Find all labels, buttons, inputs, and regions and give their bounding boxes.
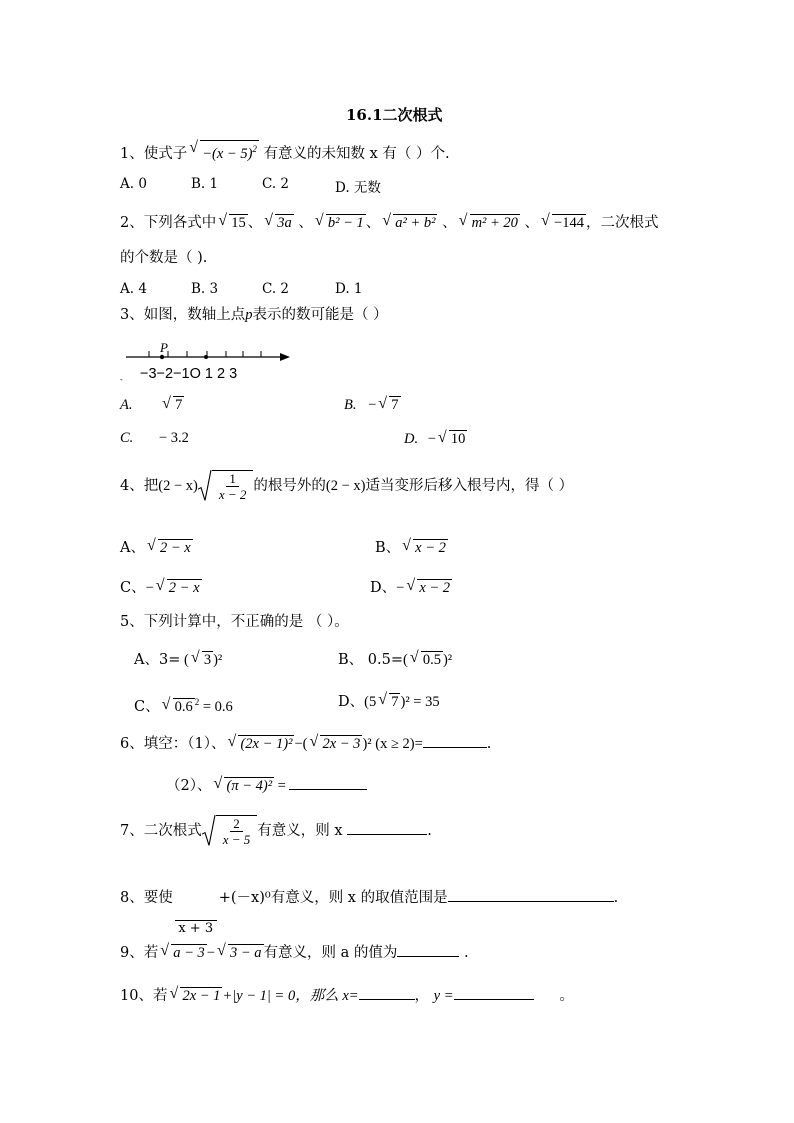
q1-radicand: −(x − 5) — [202, 145, 253, 162]
q4-b-letter: B、 — [375, 540, 401, 556]
q4-d-letter: D、 — [370, 580, 397, 596]
q2-option-a: A. 4 — [120, 281, 147, 297]
q2-text-pre: 2、下列各式中 — [120, 215, 217, 231]
q10-answer-blank-x[interactable] — [359, 985, 415, 1000]
q9-text-post: 有意义，则 a 的值为 — [263, 945, 398, 961]
q3-c-value: − 3.2 — [158, 430, 189, 446]
q6-condition: )² (x ≥ 2)= — [362, 736, 423, 752]
q5-option-d — [338, 692, 440, 712]
q5-a-label: A、3= — [134, 652, 181, 668]
q3-b-rad: 7 — [391, 397, 399, 413]
question-8 — [120, 887, 618, 936]
q5-b-label: B、 0.5= — [338, 652, 403, 668]
page-title: 16.1二次根式 — [346, 106, 443, 124]
q1-option-a: A. 0 — [120, 176, 147, 192]
q1-text-post: 有意义的未知数 x 有（ ）个. — [263, 145, 450, 162]
q10-answer-blank-y[interactable] — [454, 985, 534, 1000]
q4-factor: (2 − x) — [158, 478, 198, 494]
q10-text-mid: +|y − 1| = 0，那么 x= — [222, 988, 359, 1004]
q2-option-b: B. 3 — [191, 281, 219, 297]
q9-rad-1: a − 3 — [173, 945, 205, 961]
q5-c-rhs: = 0.6 — [202, 698, 233, 715]
q2-rad-5: √ m² + 20 — [459, 213, 520, 233]
q4-c-rad: 2 − x — [168, 580, 200, 596]
q2-rad-6: √ −144 — [541, 213, 586, 233]
q4-d-rad: x − 2 — [419, 580, 451, 596]
q10-end: 。 — [559, 988, 575, 1004]
q4-text-mid: 的根号外的 — [253, 478, 326, 494]
q6-eq: = — [274, 778, 290, 794]
q1-text-pre: 1、使式子 — [120, 145, 188, 162]
q6-end: . — [486, 736, 492, 752]
q6-rad-1: (2x − 1)² — [240, 736, 293, 752]
q5-d-rad: 7 — [391, 694, 399, 710]
q7-answer-blank[interactable] — [347, 820, 427, 835]
question-5: 5、下列计算中，不正确的是 （ ）。 — [120, 614, 349, 630]
q10-rad-1: 2x − 1 — [182, 988, 221, 1004]
q5-d-label: D、 — [338, 694, 365, 710]
q3-d-rad: 10 — [450, 431, 466, 447]
q10-y-label: y = — [433, 988, 454, 1004]
q3-text: 3、如图，数轴上点 — [120, 307, 246, 323]
q4-numerator: 1 — [226, 471, 239, 487]
q6-part-2-label: （2）、 — [166, 778, 212, 794]
q9-answer-blank[interactable] — [397, 942, 459, 957]
q7-denominator: x − 5 — [222, 832, 251, 847]
q5-b-rad: 0.5 — [422, 652, 441, 668]
q3-point-p: p — [245, 307, 253, 323]
question-3 — [120, 305, 388, 325]
q4-a-letter: A、 — [120, 540, 145, 556]
q5-c-rad: 0.6 — [174, 698, 193, 715]
q6-text: 6、填空：（1）、 — [120, 736, 226, 752]
q7-numerator: 2 — [230, 816, 243, 832]
q3-option-a — [120, 396, 184, 414]
question-6 — [120, 733, 491, 754]
question-2: 2、下列各式中√ 15 、√ 3a 、√ b² − 1 、√ a² + b² 、√ m² + 20 、√ −144 ，二次根式 — [120, 213, 658, 233]
q5-d-prefix: (5 — [364, 694, 377, 710]
q4-option-b — [375, 538, 448, 558]
q2-rad-1: √ 15 — [218, 213, 248, 233]
q8-text-mid: +(－x)⁰有意义，则 x 的取值范围是 — [218, 890, 448, 906]
q9-rad-2: 3 − a — [229, 945, 262, 961]
q8-denominator: x + 3 — [178, 921, 214, 936]
q6-part-2 — [166, 775, 367, 796]
q6-rad-3: (π − 4)² — [226, 778, 273, 794]
q9-text-pre: 9、若 — [120, 945, 159, 961]
question-1 — [120, 140, 450, 164]
q10-text-pre: 10、若 — [120, 988, 168, 1004]
q7-big-radical — [202, 815, 258, 847]
q10-comma: ， — [414, 988, 430, 1004]
q4-option-d: D、−√ x − 2 — [370, 578, 452, 598]
q1-option-b: B. 1 — [191, 176, 219, 192]
q3-d-letter: D. — [404, 431, 419, 447]
origin-dot — [204, 355, 208, 359]
q2-option-d: D. 1 — [335, 281, 363, 297]
q6-answer-blank-1[interactable] — [423, 733, 487, 748]
q3-option-b: B. −√ 7 — [344, 396, 401, 414]
point-p-label: P — [160, 340, 168, 355]
number-line-figure — [120, 338, 295, 388]
q2-rad-2: √ 3a — [264, 213, 294, 233]
q4-option-a — [120, 538, 193, 558]
q6-mid: −( — [294, 736, 308, 752]
q7-end: . — [427, 823, 432, 839]
q3-option-d: D. −√ 10 — [404, 430, 467, 448]
q8-end: . — [613, 890, 619, 906]
q1-option-c: C. 2 — [262, 176, 290, 192]
arrow-icon — [280, 353, 290, 361]
q5-option-a: A、3= (√ 3 )² — [134, 650, 222, 670]
q1-radical: √ $-(x - 5)^2$ — [189, 140, 259, 164]
q2-rad-4: √ a² + b² — [382, 213, 437, 233]
q4-denominator: x − 2 — [218, 487, 247, 502]
q2-text-mid: ，二次根式 — [585, 215, 659, 231]
q9-minus: − — [206, 945, 215, 961]
question-9 — [120, 942, 469, 963]
q3-option-c — [120, 430, 189, 447]
q9-end: . — [459, 945, 469, 961]
q1-option-d: D. 无数 — [335, 180, 381, 196]
q7-text-pre: 7、二次根式 — [120, 823, 202, 839]
q5-c-label: C、 — [134, 698, 160, 715]
question-4 — [120, 470, 573, 502]
q5-d-rhs: )² = 35 — [400, 694, 440, 710]
figure-mark: - — [120, 375, 123, 384]
q8-text-pre: 8、要使 — [120, 890, 173, 906]
q3-a-rad: 7 — [175, 397, 183, 413]
q5-option-c: C、√ 0.6 $^2$ = 0.6 — [134, 692, 233, 717]
number-line-labels: −3−2−1O 1 2 3 — [140, 366, 238, 382]
q3-text-post: 表示的数可能是（ ） — [252, 307, 388, 323]
question-10 — [120, 985, 574, 1006]
q4-c-letter: C、 — [120, 580, 146, 596]
q4-text-pre: 4、把 — [120, 478, 159, 494]
question-7 — [120, 815, 432, 847]
q3-b-letter: B. — [344, 397, 357, 413]
q7-text-post: 有意义，则 x — [257, 823, 343, 839]
q6-rad-2: 2x − 3 — [322, 736, 361, 752]
q8-answer-blank[interactable] — [448, 887, 614, 902]
q2-line-2: 的个数是（ ). — [120, 250, 208, 266]
q4-b-rad: x − 2 — [415, 540, 446, 556]
q4-text-post: 适当变形后移入根号内，得（ ） — [365, 478, 574, 494]
q2-rad-3: √ b² − 1 — [315, 213, 366, 233]
point-p-dot — [160, 355, 164, 359]
q6-answer-blank-2[interactable] — [289, 775, 367, 790]
q3-a-letter: A. — [120, 397, 133, 413]
q4-big-radical — [198, 470, 254, 502]
q4-option-c: C、−√ 2 − x — [120, 578, 202, 598]
q5-a-rad: 3 — [203, 652, 212, 668]
q4-factor-2: (2 − x) — [325, 478, 366, 494]
q5-option-b: B、 0.5=(√ 0.5 )² — [338, 650, 452, 670]
q4-a-rad: 2 − x — [159, 540, 191, 556]
q3-c-letter: C. — [120, 430, 134, 446]
q2-option-c: C. 2 — [262, 281, 290, 297]
